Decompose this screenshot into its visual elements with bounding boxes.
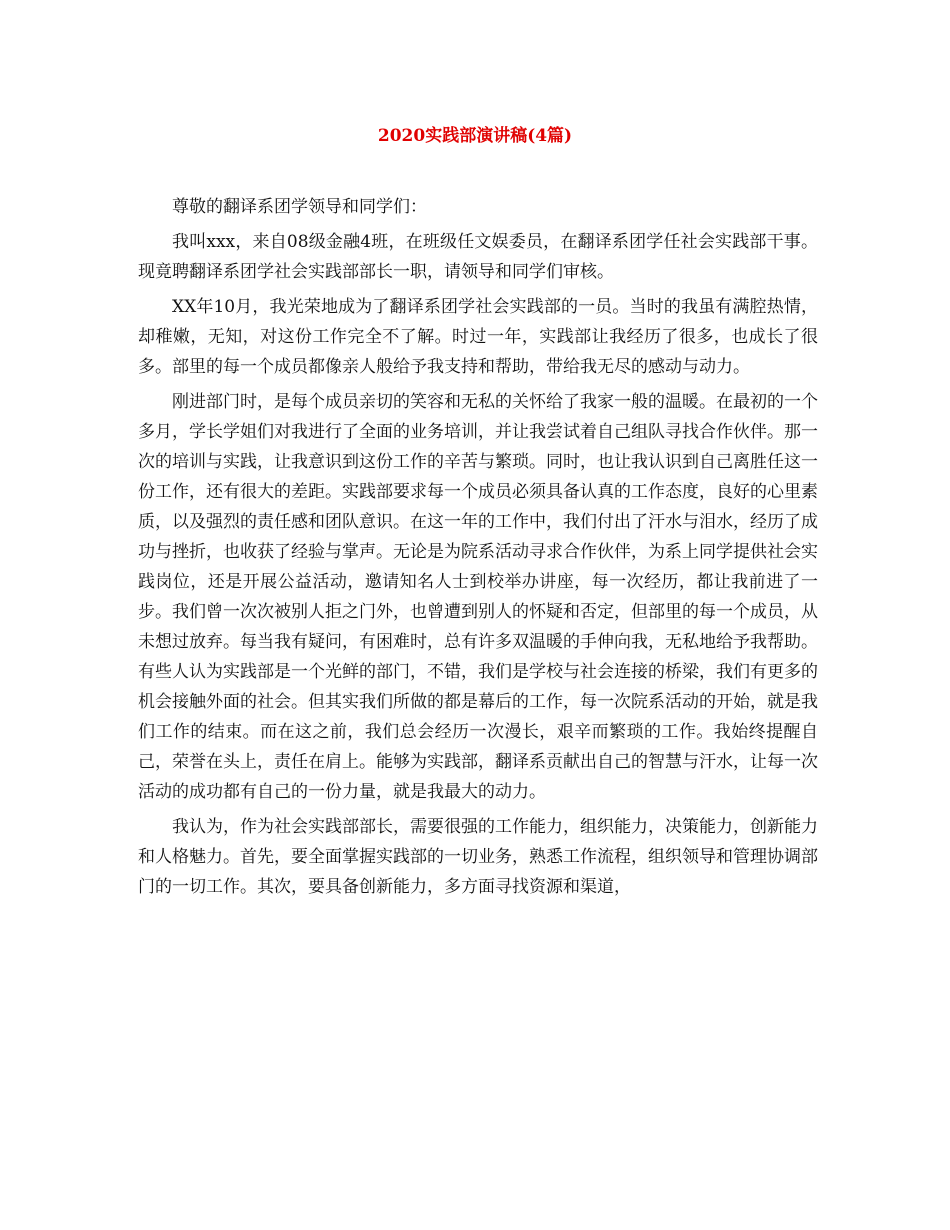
paragraph-joining: XX年10月，我光荣地成为了翻译系团学社会实践部的一员。当时的我虽有满腔热情，却稚嫩，无知，对这份工作完全不了解。时过一年，实践部让我经历了很多，也成长了很多。部里的每一个成员都像亲人般给予我支持和帮助，带给我无尽的感动与动力。 xyxy=(138,297,818,377)
document-body xyxy=(138,192,818,907)
paragraph-requirements: 我认为，作为社会实践部部长，需要很强的工作能力，组织能力，决策能力，创新能力和人格魅力。首先，要全面掌握实践部的一切业务，熟悉工作流程，组织领导和管理协调部门的一切工作。其次，要具备创新能力，多方面寻找资源和渠道， xyxy=(138,817,818,897)
paragraph-experience: 刚进部门时，是每个成员亲切的笑容和无私的关怀给了我家一般的温暖。在最初的一个多月，学长学姐们对我进行了全面的业务培训，并让我尝试着自己组队寻找合作伙伴。那一次的培训与实践，让我意识到这份工作的辛苦与繁琐。同时，也让我认识到自己离胜任这一份工作，还有很大的差距。实践部要求每一个成员必须具备认真的工作态度，良好的心里素质，以及强烈的责任感和团队意识。在这一年的工作中，我们付出了汗水与泪水，经历了成功与挫折，也收获了经验与掌声。无论是为院系活动寻求合作伙伴，为系上同学提供社会实践岗位，还是开展公益活动，邀请知名人士到校举办讲座，每一次经历，都让我前进了一步。我们曾一次次被别人拒之门外，也曾遭到别人的怀疑和否定，但部里的每一个成员，从未想过放弃。每当我有疑问，有困难时，总有许多双温暖的手伸向我，无私地给予我帮助。有些人认为实践部是一个光鲜的部门，不错，我们是学校与社会连接的桥梁，我们有更多的机会接触外面的社会。但其实我们所做的都是幕后的工作，每一次院系活动的开始，就是我们工作的结束。而在这之前，我们总会经历一次漫长，艰辛而繁琐的工作。我始终提醒自己，荣誉在头上，责任在肩上。能够为实践部，翻译系贡献出自己的智慧与汗水，让每一次活动的成功都有自己的一份力量，就是我最大的动力。 xyxy=(138,392,818,802)
paragraph-introduction: 我叫xxx，来自08级金融4班，在班级任文娱委员，在翻译系团学任社会实践部干事。现竟聘翻译系团学社会实践部部长一职，请领导和同学们审核。 xyxy=(138,232,818,282)
document-title: 2020实践部演讲稿(4篇) xyxy=(377,126,573,146)
paragraph-salutation: 尊敬的翻译系团学领导和同学们： xyxy=(172,197,427,217)
